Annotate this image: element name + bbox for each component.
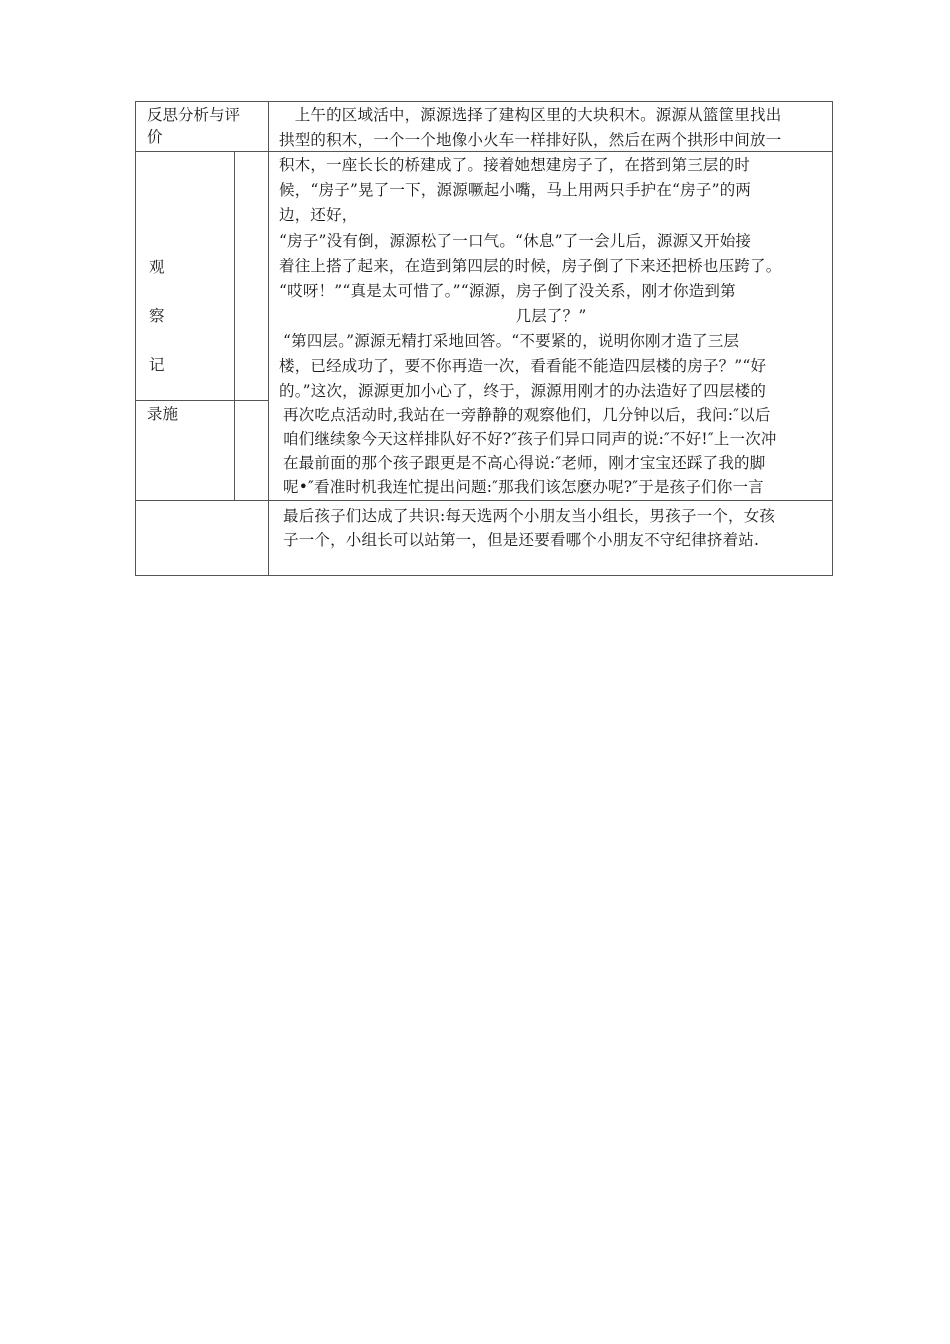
record-table	[135, 101, 833, 576]
paragraph-line: 子一个，小组长可以站第一，但是还要看哪个小朋友不守纪律挤着站.	[283, 531, 760, 549]
paragraph-line: 最后孩子们达成了共识:每天选两个小朋友当小组长，男孩子一个，女孩	[283, 507, 776, 525]
table-row-divider-2	[135, 400, 269, 401]
paragraph-line: 候，“房子”晃了一下，源源噘起小嘴，马上用两只手护在“房子”的两	[279, 181, 752, 199]
paragraph-line: 边，还好，	[279, 206, 358, 224]
paragraph-line: 几层了？”	[515, 307, 587, 325]
paragraph-line: 拱型的积木，一个一个地像小火车一样排好队，然后在两个拱形中间放一	[279, 131, 782, 149]
table-border-right	[832, 101, 833, 576]
table-border-top	[135, 101, 833, 102]
paragraph-line: 楼，已经成功了，要不你再造一次，看看能不能造四层楼的房子？”“好	[279, 357, 767, 375]
label-observation-char-3: 记	[149, 356, 165, 374]
paragraph-line: 着往上搭了起来，在造到第四层的时候，房子倒了下来还把桥也压跨了。	[279, 257, 782, 275]
table-row-divider-4	[268, 151, 833, 152]
paragraph-line: 积木，一座长长的桥建成了。接着她想建房子了，在搭到第三层的时	[279, 156, 751, 174]
paragraph-line: 上午的区域活中，源源选择了建构区里的大块积木。源源从篮筐里找出	[279, 106, 782, 124]
table-subcolumn-divider	[234, 151, 235, 500]
paragraph-line: “房子”没有倒，源源松了一口气。“休息”了一会儿后，源源又开始接	[279, 232, 752, 250]
paragraph-line: 咱们继续象今天这样排队好不好?″孩子们异口同声的说:″不好!″上一次冲	[283, 430, 777, 448]
label-observation-char-4: 录施	[147, 405, 179, 423]
table-border-bottom	[135, 575, 833, 576]
paragraph-line: “哎呀！”“真是太可惜了。”“源源，房子倒了没关系，刚才你造到第	[279, 282, 736, 300]
table-border-left	[135, 101, 136, 576]
label-reflection-line-2: 价	[147, 128, 163, 146]
table-row-divider-1	[135, 151, 269, 152]
paragraph-line: “第四层。”源源无精打采地回答。“不要紧的，说明你刚才造了三层	[283, 332, 740, 350]
table-column-divider	[268, 101, 269, 576]
label-observation-char-2: 察	[149, 307, 165, 325]
paragraph-line: 的。”这次，源源更加小心了，终于，源源用刚才的办法造好了四层楼的	[279, 382, 767, 400]
table-row-divider-5	[268, 500, 833, 501]
label-observation-char-1: 观	[149, 258, 165, 276]
table-row-divider-3	[135, 500, 269, 501]
paragraph-line: 再次吃点活动时,我站在一旁静静的观察他们，几分钟以后，我问:″以后	[283, 406, 771, 424]
label-reflection-line-1: 反思分析与评	[147, 106, 241, 124]
paragraph-line: 在最前面的那个孩子跟更是不高心得说:″老师，刚才宝宝还踩了我的脚	[283, 454, 766, 472]
paragraph-line: 呢•″看准时机我连忙提出问题:″那我们该怎麽办呢?″于是孩子们你一言	[283, 478, 764, 496]
